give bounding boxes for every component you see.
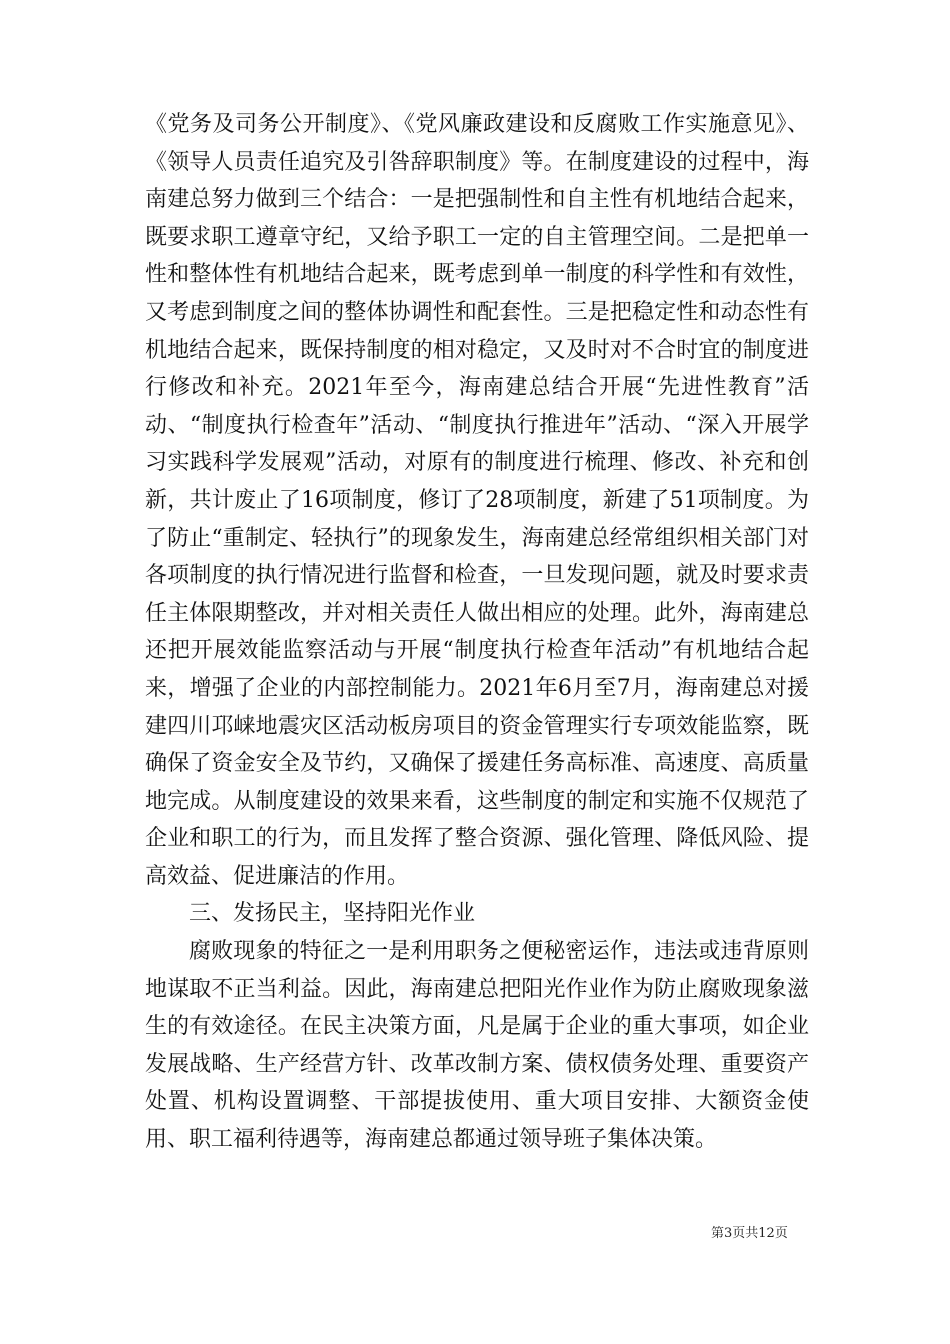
section-heading: 三、发扬民主，坚持阳光作业	[189, 901, 476, 927]
body-paragraph: 腐败现象的特征之一是利用职务之便秘密运作，违法或违背原则地谋取不正当利益。因此，海南建总把阳光作业作为防止腐败现象滋生的有效途径。在民主决策方面，凡是属于企业的重大事项，如企业发展战略、生产经营方针、改革改制方案、债权债务处理、重要资产处置、机构设置调整、干部提拔使用、重大项目安排、大额资金使用、职工福利待遇等，海南建总都通过领导班子集体决策。	[145, 939, 809, 1153]
body-paragraph-continued: 《党务及司务公开制度》、《党风廉政建设和反腐败工作实施意见》、《领导人员责任追究及引咎辞职制度》等。在制度建设的过程中，海南建总努力做到三个结合：一是把强制性和自主性有机地结合起来，既要求职工遵章守纪，又给予职工一定的自主管理空间。二是把单一性和整体性有机地结合起来，既考虑到单一制度的科学性和有效性，又考虑到制度之间的整体协调性和配套性。三是把稳定性和动态性有机地结合起来，既保持制度的相对稳定，又及时对不合时宜的制度进行修改和补充。2021年至今，海南建总结合开展“先进性教育”活动、“制度执行检查年”活动、“制度执行推进年”活动、“深入开展学习实践科学发展观”活动，对原有的制度进行梳理、修改、补充和创新，共计废止了16项制度，修订了28项制度，新建了51项制度。为了防止“重制定、轻执行”的现象发生，海南建总经常组织相关部门对各项制度的执行情况进行监督和检查，一旦发现问题，就及时要求责任主体限期整改，并对相关责任人做出相应的处理。此外，海南建总还把开展效能监察活动与开展“制度执行检查年活动”有机地结合起来，增强了企业的内部控制能力。2021年6月至7月，海南建总对援建四川邛崃地震灾区活动板房项目的资金管理实行专项效能监察，既确保了资金安全及节约，又确保了援建任务高标准、高速度、高质量地完成。从制度建设的效果来看，这些制度的制定和实施不仅规范了企业和职工的行为，而且发挥了整合资源、强化管理、降低风险、提高效益、促进廉洁的作用。	[145, 112, 809, 889]
document-body	[145, 106, 809, 1159]
page-number: 第3页共12页	[711, 1226, 788, 1241]
